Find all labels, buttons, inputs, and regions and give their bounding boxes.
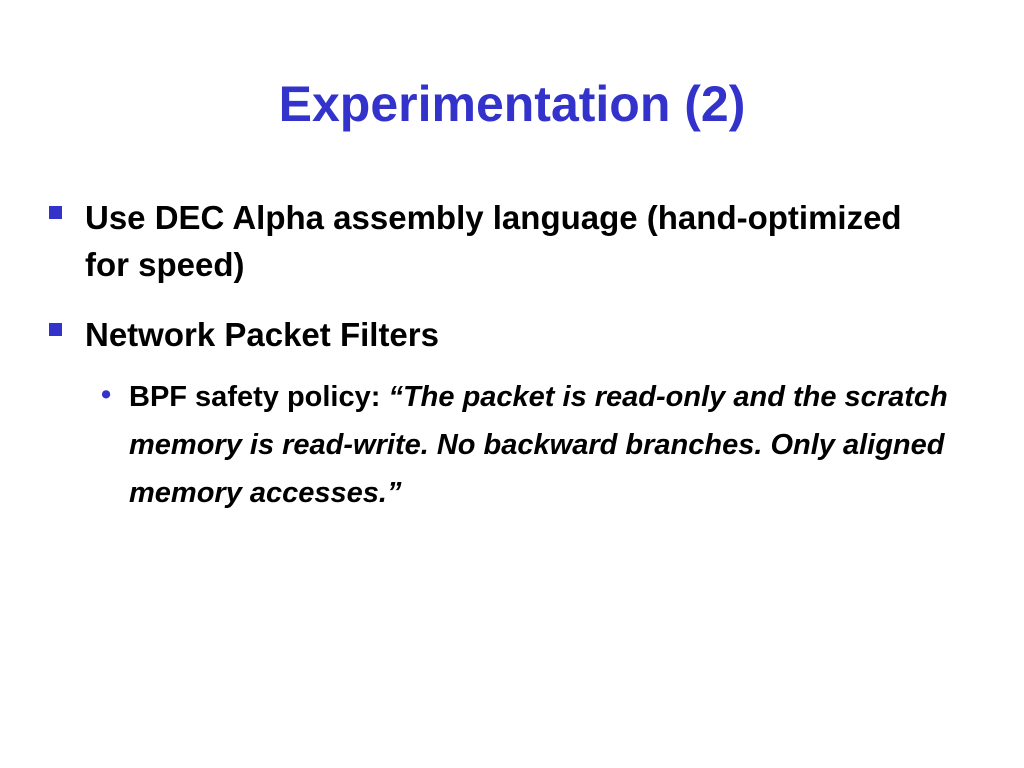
safety-policy-quote: “The packet is read-only and the scratch memory is read-write. No backward branches. Only aligned memory accesses.” bbox=[129, 381, 948, 509]
bullet-text: Use DEC Alpha assembly language (hand-optimized for speed) bbox=[85, 199, 902, 283]
square-bullet-icon bbox=[49, 323, 62, 336]
sub-bullet-text bbox=[129, 373, 969, 517]
slide-title: Experimentation (2) bbox=[278, 76, 746, 132]
bullet-text: Network Packet Filters bbox=[85, 316, 439, 353]
dot-bullet-icon: • bbox=[101, 379, 112, 411]
square-bullet-icon bbox=[49, 206, 62, 219]
sub-bullet-label: BPF safety policy: bbox=[129, 381, 381, 413]
